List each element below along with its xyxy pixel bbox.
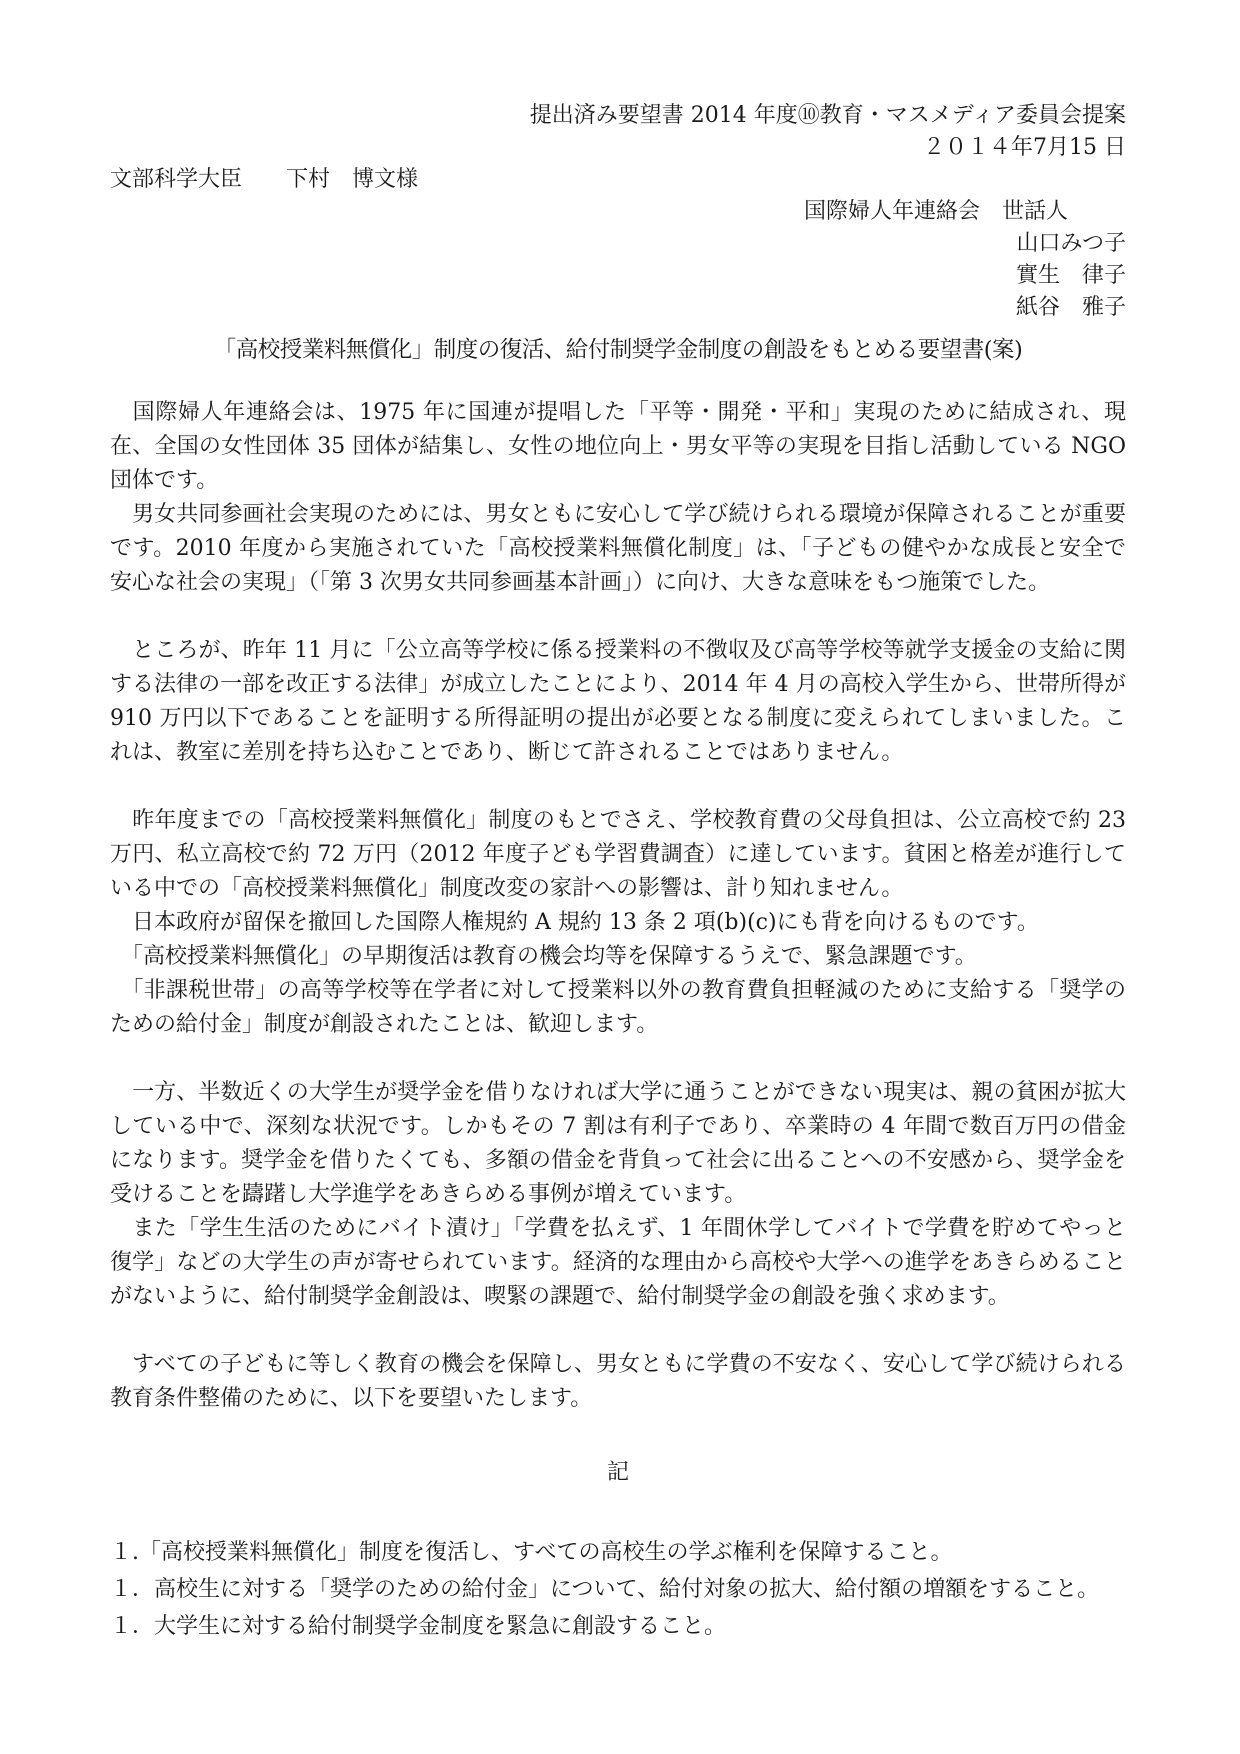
signatories-block (110, 228, 1126, 324)
paragraph: 日本政府が留保を撤回した国際人権規約 A 規約 13 条 2 項(b)(c)にも背を向けるものです。 (110, 910, 1039, 935)
paragraph: 男女共同参画社会実現のためには、男女ともに安心して学び続けられる環境が保障されることが重要です。2010 年度から実施されていた「高校授業料無償化制度」は、「子どもの健やかな成長と安全で安心な社会の実現」（「第 3 次男女共同参画基本計画」）に向け、大きな意味をもつ施策でした。 (110, 502, 1126, 595)
signatory-name: 紙谷 雅子 (1015, 295, 1126, 320)
paragraph: すべての子どもに等しく教育の機会を保障し、男女ともに学費の不安なく、安心して学び続けられる教育条件整備のために、以下を要望いたします。 (110, 1352, 1126, 1411)
document-title: 「高校授業料無償化」制度の復活、給付制奨学金制度の創設をもとめる要望書(案) (213, 337, 1023, 363)
signatory-name: 實生 律子 (1015, 263, 1126, 288)
paragraph: 昨年度までの「高校授業料無償化」制度のもとでさえ、学校教育費の父母負担は、公立高校で約 23 万円、私立高校で約 72 万円（2012 年度子ども学習費調査）に達しています。貧困と格差が進行している中での「高校授業料無償化」制度改変の家計への影響は、計り知れません。 (110, 808, 1133, 901)
request-item: １.「高校授業料無償化」制度を復活し、すべての高校生の学ぶ権利を保障すること。 (110, 1540, 953, 1565)
addressee-line: 文部科学大臣 下村 博文様 (110, 167, 419, 192)
submission-note: 提出済み要望書 2014 年度⑩教育・マスメディア委員会提案 (529, 103, 1126, 128)
paragraph: 国際婦人年連絡会は、1975 年に国連が提唱した「平等・開発・平和」実現のために結成され、現在、全国の女性団体 35 団体が結集し、女性の地位向上・男女平等の実現を目指し活動している NGO 団体です。 (110, 400, 1133, 493)
letter-body (110, 396, 1133, 1416)
paragraph: ところが、昨年 11 月に「公立高等学校に係る授業料の不徴収及び高等学校等就学支援金の支給に関する法律の一部を改正する法律」が成立したことにより、2014 年 4 月の高校入学生から、世帯所得が 910 万円以下であることを証明する所得証明の提出が必要となる制度に変えられてしまいました。これは、教室に差別を持ち込むことであり、断じて許されることではありません。 (110, 638, 1133, 765)
document-date: ２０１４年7月15 日 (923, 135, 1126, 160)
paragraph: 一方、半数近くの大学生が奨学金を借りなければ大学に通うことができない現実は、親の貧困が拡大している中で、深刻な状況です。しかもその 7 割は有利子であり、卒業時の 4 年間で数百万円の借金になります。奨学金を借りたくても、多額の借金を背負って社会に出ることへの不安感から、奨学金を受けることを躊躇し大学進学をあきらめる事例が増えています。 (110, 1080, 1126, 1207)
request-items-list (110, 1534, 1126, 1645)
paragraph: また「学生生活のためにバイト漬け」「学費を払えず、1 年間休学してバイトで学費を貯めてやっと復学」などの大学生の声が寄せられています。経済的な理由から高校や大学への進学をあきらめることがないように、給付制奨学金創設は、喫緊の課題で、給付制奨学金の創設を強く求めます。 (110, 1216, 1126, 1309)
paragraph: 「非課税世帯」の高等学校等在学者に対して授業料以外の教育費負担軽減のために支給する「奨学のための給付金」制度が創設されたことは、歓迎します。 (110, 978, 1126, 1037)
request-item: １．大学生に対する給付制奨学金制度を緊急に創設すること。 (110, 1614, 727, 1639)
signatory-name: 山口みつ子 (1016, 231, 1126, 256)
organization-line: 国際婦人年連絡会 世話人 (803, 199, 1068, 224)
paragraph: 「高校授業料無償化」の早期復活は教育の機会均等を保障するうえで、緊急課題です。 (110, 944, 977, 969)
notation-ki: 記 (606, 1460, 629, 1485)
request-item: １．高校生に対する「奨学のための給付金」について、給付対象の拡大、給付額の増額をすること。 (110, 1577, 1100, 1602)
